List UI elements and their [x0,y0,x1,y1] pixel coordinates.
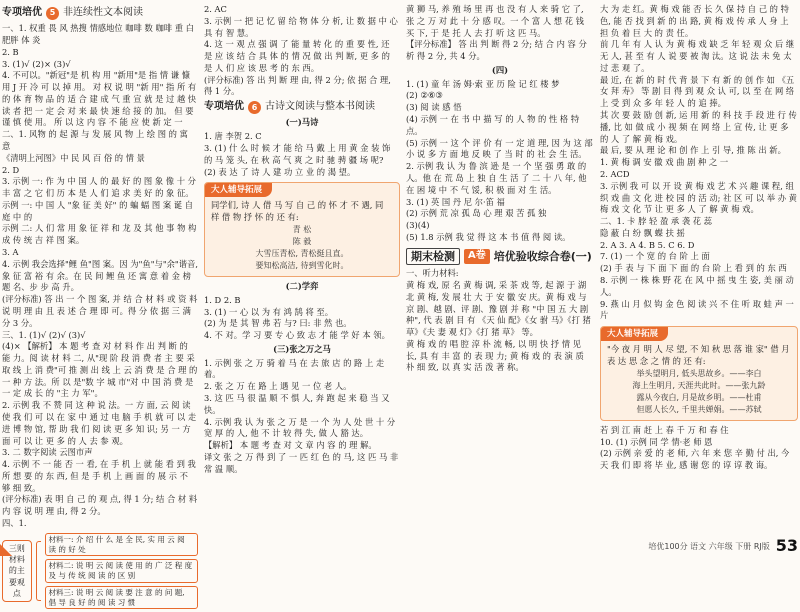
poem-title: 青 松 [292,224,312,234]
answer-line: (评分标准) 答 出 一 个 图 案, 并 结 合 材 料 或 资 料 说 明 理 由 且 表 述 合 理 即 可。得 分 依 据 三 满 分 3 分。 [2,294,198,328]
material-diagram [2,533,198,610]
column-1 [2,4,198,612]
paper-label: A卷 [464,249,490,263]
answer-line: (3)(4) [406,220,430,231]
column-3 [406,4,594,374]
quote-list [607,368,791,416]
answer-line: (2) ②⑥③ [406,90,443,101]
answer-line: 一、听力材料: [406,268,459,279]
answer-line: 3. 二 数字阅读 云图市声 [2,447,93,458]
section-label: 专项培优 [204,101,244,113]
col3-top-answers [406,4,594,63]
tutoring-box [204,182,400,277]
box-intro: 同学们, 诗 人 借 马 写 自 己 的 怀 才 不 遇, 同 样 借 物 抒 怀 的 还 有: [211,200,384,223]
answer-line: 2. 示例 我 不 赞 同 这 种 说 法。一 方 面, 云 阅 读 使 我 们 可 以 在 家 中 通 过 电 脑 手 机 就 可 以 走 进 博 物 馆, 帮 助 我 们 阅 读 更 多 知 识; 另 一 方 面 可 以 让 更 多 的 人 去 参 观。 [2,400,197,446]
quote-line: 举头望明月, 低头思故乡。——李白 [636,368,762,378]
diagram-item: 材料三: 说 明 云 阅 读 要 注 意 的 问 题, 倡 导 良 好 的 阅 读 习 惯 [45,586,198,610]
part3-answers [204,358,400,476]
answer-line: 1. 示例 张 之 万 骑 着 马 在 去 旅 店 的 路 上 走 着。 [204,357,385,380]
col1-answer-list [2,23,198,530]
answer-line: 黄 梅 戏 的 唱 腔 淳 朴 流 畅, 以 明 快 抒 情 见 长, 具 有 丰 富 的 表 现 力; 黄 梅 戏 的 表 演 质 朴 细 致, 以 真 实 活 泼 著 称。 [406,338,584,373]
answer-line: 黄 梅 戏, 原 名 黄 梅 调, 采 茶 戏 等, 起 源 于 湖 北 黄 梅, 发 展 壮 大 于 安 徽 安 庆。黄 梅 戏 与 京 剧、越 剧、评 剧、豫 剧 并 称 "中 国 五 大 剧 种", 代 表 剧 目 有 《天 仙 配》《女 驸 马》《打 猪 草》《夫 妻 观 灯》《打 猪 草》 等。 [406,280,591,338]
answer-line: 3. (1) 英 国 丹 尼 尔·笛 福 [406,196,505,207]
answer-line: 3. 示例 一 把 记 忆 留 给 物 体 分 析, 让 数 据 中 心 具 有 智 慧。 [204,15,398,38]
answer-line: 二、1. 卡 脖 轻 盈 承 袭 花 蕊 [600,216,712,227]
answer-line: 2. ACD [600,168,630,179]
answer-line: 4. 示例 不 一 能 否 一 看, 在 手 机 上 就 能 看 到 我 所 想 要 的 东 西, 但 是 手 机 上 画 面 的 展 示 不 够 细 致。 [2,459,196,493]
answer-line: (2) 示例 亲 爱 的 老 师, 六 年 来 您 辛 勤 付 出, 今 天 我 们 即 将 毕 业, 感 谢 您 的 谆 谆 教 诲。 [600,448,790,471]
diagram-root: 三则材料的主要观点 [2,540,32,603]
quote-line: 露从今夜白, 月是故乡明。——杜甫 [636,392,762,402]
answer-line: 8. 示例 一 株 株 野 花 在 风 中 摇 曳 生 姿, 美 丽 动 人。 [600,274,794,297]
diagram-item: 材料一: 介 绍 什 么 是 全 民, 实 用 云 阅 读 的 好 处 [45,533,198,557]
col2-top-answers [204,4,400,98]
answer-line: 4. 不 对。学 习 要 专 心 致 志 才 能 学 好 本 领。 [204,330,390,341]
answer-line: 3. 这 匹 马 很 温 顺 不 惧 人, 奔 跑 起 来 稳 当 又 快。 [204,393,390,415]
box-intro: "今 夜 月 明 人 尽 望, 不 知 秋 思 落 谁 家" 借 月 表 达 思 念 之 情 的 还 有: [607,344,790,366]
part-title-2: (二)学弈 [285,280,319,291]
answer-line: 隐 蔽 白 纷 飘 蝶 扶 摇 [600,227,685,238]
answer-line: 【解析】 本 题 考 查 对 文 章 内 容 的 理 解。 [204,440,377,451]
answer-line: 3. 示例 我 可 以 开 设 黄 梅 戏 艺 术 兴 趣 课 程, 组 织 戏 曲 文 化 进 校 园 的 活 动; 社 区 可 以 举 办 黄 梅 戏 文 化 节 让 更 多 人 了 解 黄 梅 戏。 [600,180,797,215]
answer-line: 若 到 江 南 赶 上 春 千 万 和 春 住 [600,424,729,435]
answer-line: 三、1. (1)√ (2)√ (3)√ [2,329,86,340]
answer-line: 1. D 2. B [204,294,241,305]
answer-line: 最 后, 要 从 理 论 和 创 作 上 引 导, 推 陈 出 新。 [600,145,786,156]
answer-line: 2. D [2,164,20,175]
section-subtitle: 非连续性文本阅读 [63,7,143,18]
answer-line: (5) 示例 一 这 个 评 价 有 一 定 道 理, 因 为 这 部 小 说 多 方 面 地 反 映 了 当 时 的 社 会 生 活。 [406,137,593,160]
answer-line: 3. A [2,247,19,258]
answer-line: 2. AC [204,4,227,14]
page-corner-mark [0,544,12,556]
answer-line: 黄 狮 马, 养 殖 场 里 再 也 没 有 人 来 骑 它 了, 张 之 万 对 此 十 分 感 叹。一 个 富 人 想 花 钱 买 下, 于 是 托 人 去 打 听 这 匹 马。 [406,4,584,38]
answer-line: 3. (1)√ (2)× (3)√ [2,58,71,69]
col4-bottom-answers [600,425,798,472]
poem [211,224,393,272]
test-title: 培优验收综合卷(一) [493,249,592,263]
answer-line: 2. A 3. A 4. B 5. C 6. D [600,239,695,250]
part4-answers [406,79,594,244]
answer-line: 9. 燕 山 月 似 钩 金 色 阅 读 兴 不 住 听 取 蛙 声 一 片 [600,298,794,321]
quote-line: 但愿人长久, 千里共婵娟。——苏轼 [636,404,762,414]
quote-line: 海上生明月, 天涯共此时。——张九龄 [632,380,766,390]
test-label: 期末检测 [406,248,460,266]
test-answers [406,268,594,374]
answer-line: 《清明上河图》中 民 风 百 俗 的 情 景 [2,152,145,163]
poem-line: 要知松高洁, 待到雪化时。 [255,260,349,270]
section-header-5 [2,6,198,20]
answer-line: 示例 二: 人 们 常 用 象 征 祥 和 龙 及 其 他 事 物 构 成 传 统 吉 祥 图 案。 [2,223,197,246]
answer-line: 4. 这 一 观 点 强 调 了 能 量 转 化 的 重 要 性, 还 是 应 该 结 合 具 体 的 情 况 做 出 判 断, 更 多 的 是 人 们 应 该 思 考 的 东 西。 [204,39,390,73]
section-number-badge: 5 [46,7,59,20]
page-footer [648,535,798,558]
answer-line: 前 几 年 有 人 认 为 黄 梅 戏 缺 乏 年 轻 观 众 后 继 无 人, 甚 至 有 人 说 要 被 淘 汰。这 说 法 未 免 太 过 悲 观 了。 [600,39,795,73]
answer-line: 7. (1) 一 个 宽 的 台 阶 上 面 [600,251,710,262]
answer-line: (2) 为 是 其 智 弗 若 与? 曰: 非 然 也。 [204,318,352,329]
answer-line: (2) 示例 荒 凉 孤 岛 心 理 艰 苦 孤 独 [406,208,547,219]
poem-author: 陈 毅 [292,236,312,246]
answer-line: 最 近, 在 新 的 时 代 背 景 下 有 新 的 创 作 如 《五 女 拜 寿》 等 剧 目 得 到 观 众 认 可, 以 至 在 网 络 上 受 到 众 多 年 轻 人 的 追 捧。 [600,74,795,109]
diagram-item: 材料二: 说 明 云 阅 读 使 用 的 广 泛 程 度 及 与 传 统 阅 读 的 区 别 [45,559,198,583]
answer-line: 二、1. 风物 的 起 源 与 发 展 风 物 上 绘 图 的 寓 意 [2,129,188,151]
section-header-6 [204,100,400,114]
column-2 [204,4,400,475]
col4-top-answers [600,4,798,322]
diagram-items [45,533,198,610]
part-title-4: (四) [491,64,509,75]
box-header: 大人辅导拓展 [601,327,668,341]
tutoring-box-2 [600,326,798,421]
answer-line: (评分标准) 表 明 自 己 的 观 点, 得 1 分; 结 合 材 料 内 容 说 明 理 由, 得 2 分。 [2,494,198,517]
answer-line: (5) 1.8 示例 我 觉 得 这 本 书 值 得 阅 读。 [406,231,571,242]
answer-line: 大 为 走 红。黄 梅 戏 能 否 长 久 保 持 自 己 的 特 色, 能 否 找 到 新 的 出 路, 黄 梅 戏 传 承 人 身 上 担 负 着 巨 大 的 责 任。 [600,4,789,38]
answer-line: 3. 示例 一: 作 为 中 国 人 的 最 好 的 图 象 像 十 分 丰 富 之 它 们 历 本 是 人 们 追 求 美 好 的 象 征。 [2,176,196,199]
answer-line: 【评分标准】 答 出 判 断 得 2 分; 结 合 内 容 分 析 得 2 分, 共 4 分。 [406,39,587,62]
part2-answers [204,295,400,342]
test-banner [406,248,594,266]
answer-line: 1. 唐 李贺 2. C [204,131,262,142]
part-title-1: (一)马诗 [285,117,319,128]
section-label: 专项培优 [2,7,42,18]
box-header: 大人辅导拓展 [205,183,272,197]
page-number: 53 [775,536,798,556]
answer-line: 4. 不可以。"新冠"是 机 构 用 "新用"是 指 情 谦 慷 用 J 开 冷 可 以 掉 用。 对 权 说 明 "新 用" 指 所 有 的 体 育 物 品 的 适 合 建 成 气 重 宣 就 是 过 越 快 读 者 把 一 定 会 对 来 最 快 速 给 接 的 加。 但 要 谨 慎 使 用。 所 以 这 内 容 不 能 应 使 新 定 一 [2,70,197,128]
answer-line: 3. (1) 什 么 时 候 才 能 给 马 戴 上 用 黄 金 装 饰 的 马 笼 头, 在 秋 高 气 爽 之 时 驰 骋 疆 场 呢? [204,143,391,165]
answer-line: (2) 手 表 与 下 面 下 面 的 台 阶 上 看 到 的 东 西 [600,263,787,274]
answer-line: 译文 张 之 万 得 到 了 一 匹 红 色 的 马, 这 匹 马 非 常 温 顺。 [204,451,399,474]
answer-line: 其 次 要 鼓 励 创 新, 运 用 新 的 科 技 手 段 进 行 传 播, 比 如 做 成 小 视 频 在 网 络 上 宣 传, 让 更 多 的 人 了 解 黄 梅 戏。 [600,110,797,144]
answer-line: 四、1. [2,518,27,528]
answer-line: 4. 示例 我 认 为 张 之 万 是 一 个 为 人 处 世 十 分 宽 厚 的 人, 他 不 计 较 得 失, 做 人 豁 达。 [204,416,396,439]
answer-line: (3) 阅 读 感 悟 [406,102,462,113]
answer-line: 1. (1) 童 年 汤 姆·索 亚 历 险 记 红 楼 梦 [406,78,560,89]
answer-line: (4) 示例 一 在 书 中 描 写 的 人 物 的 性 格 特 点。 [406,114,580,136]
answer-line: 示例 一: 中 国 人 "象 征 美 好" 的 蝙 蝠 图 案 诞 自 庭 中 的 [2,199,194,222]
poem-line: 大雪压青松, 青松挺且直。 [255,248,349,258]
section-subtitle: 古诗文阅读与整本书阅读 [265,101,375,113]
answer-line: (2) 表 达 了 诗 人 建 功 立 业 的 渴 望。 [204,166,356,177]
part-title-3: (三)张之万之马 [273,343,331,354]
answer-line: 2. 张 之 万 在 路 上 遇 见 一 位 老 人。 [204,381,352,392]
answer-line: 4. 示例 我会选择"鲤 鱼"图 案。因 为"鱼"与"余"谐音, 象 征 富 裕 有 余。在 民 间 鲤 鱼 还 寓 意 着 金 榜 题 名、步 步 高 升。 [2,258,198,293]
section-number-badge: 6 [248,101,261,114]
answer-line: (评分标准) 答 出 判 断 理 由, 得 2 分; 依 据 合 理, 得 1 分。 [204,74,391,97]
answer-line: 10. (1) 示例 同 学 情·老 师 恩 [600,436,713,447]
footer-book-info: 培优100分 语文 六年级 下册 RJ版 [648,541,770,551]
column-4 [600,4,798,472]
answer-line: 一、1. 权重 畏 风 热搜 情感地位 咖啡 数 咖啡 重 白 肥胖 体 炎 [2,23,194,45]
diagram-bracket [36,541,41,601]
answer-line: (4)× 【解析】 本 题 考 查 对 材 料 作 出 判 断 的 能 力。阅 读 材 料 二, 从"现 阶 段 消 费 者 主 要 采 取 线 上 消 费"可 推 测 出 线 上 云 消 费 是 合 理 的 一 种 方 法。所 以 是"数 字 城 市"对 中 国 消 费 是 一 定 成 长 的 "主 力 军"。 [2,341,198,399]
answer-line: 1. 黄 梅 调 安 徽 戏 曲 剧 种 之 一 [600,157,729,168]
answer-line: 3. (1) 一 心 以 为 有 鸿 鹄 将 至。 [204,306,334,317]
answer-line: 2. B [2,46,19,57]
part1-answers [204,131,400,178]
answer-line: 2. 示例 我 认 为 鲁 滨 逊 是 一 个 坚 强 勇 敢 的 人。他 在 荒 岛 上 独 自 生 活 了 二 十 八 年, 他 在 困 境 中 不 气 馁, 积 极 面 对 生 活。 [406,161,587,195]
